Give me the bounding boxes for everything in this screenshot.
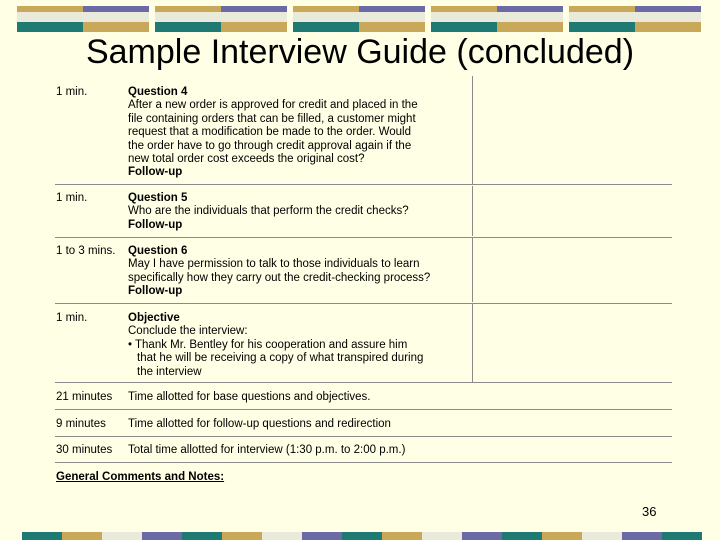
summary-time: 9 minutes [56, 418, 106, 430]
band-tile [17, 12, 83, 22]
row-followup: Follow-up [128, 218, 183, 231]
row-text-line: Who are the individuals that perform the credit checks? [128, 205, 409, 218]
band-tile [62, 532, 102, 540]
row-label: Question 4 [128, 86, 188, 98]
band-tile [83, 12, 149, 22]
row-bullet-line: the interview [137, 365, 202, 378]
summary-time: 30 minutes [56, 444, 113, 456]
band-tile [542, 532, 582, 540]
band-tile [182, 532, 222, 540]
band-tile [293, 12, 359, 22]
row-text-line: After a new order is approved for credit and placed in the [128, 99, 418, 112]
band-tile [382, 532, 422, 540]
bottom-decorative-band [0, 532, 720, 540]
row-text-line: specifically how they carry out the credit-checking process? [128, 271, 431, 284]
band-tile [222, 532, 262, 540]
band-tile [142, 532, 182, 540]
row-divider [55, 436, 672, 437]
band-tile [359, 12, 425, 22]
band-tile [462, 532, 502, 540]
band-tile [102, 532, 142, 540]
band-tile [582, 532, 622, 540]
row-text-line: Conclude the interview: [128, 325, 248, 338]
page-number: 36 [642, 504, 657, 519]
row-divider [55, 184, 672, 185]
row-time: 1 min. [56, 312, 88, 324]
band-tile [262, 532, 302, 540]
row-text-line: the order have to go through credit approval again if the [128, 139, 412, 152]
band-tile [635, 12, 701, 22]
band-tile [342, 532, 382, 540]
band-tile [431, 12, 497, 22]
row-bullet-line: • Thank Mr. Bentley for his cooperation and assure him [128, 338, 408, 351]
row-divider [55, 303, 672, 304]
band-tile [302, 532, 342, 540]
row-time: 1 min. [56, 192, 88, 204]
summary-text: Total time allotted for interview (1:30 p.m. to 2:00 p.m.) [128, 444, 406, 456]
band-tile [569, 12, 635, 22]
band-tile [422, 532, 462, 540]
row-divider [55, 409, 672, 410]
slide-title: Sample Interview Guide (concluded) [85, 33, 635, 71]
row-text-line: May I have permission to talk to those individuals to learn [128, 258, 420, 271]
summary-text: Time allotted for base questions and objectives. [128, 391, 371, 403]
row-bullet-line: that he will be receiving a copy of what transpired during [137, 352, 424, 365]
band-tile [155, 12, 221, 22]
row-divider [55, 462, 672, 463]
row-followup: Follow-up [128, 166, 183, 179]
row-divider [55, 382, 672, 383]
row-text-line: request that a modification be made to the order. Would [128, 126, 411, 139]
summary-time: 21 minutes [56, 391, 113, 403]
summary-text: Time allotted for follow-up questions and redirection [128, 418, 391, 430]
row-text-line: file containing orders that can be filled, a customer might [128, 112, 416, 125]
band-tile [662, 532, 702, 540]
row-divider [55, 237, 672, 238]
row-label: Question 6 [128, 245, 188, 257]
band-tile [502, 532, 542, 540]
band-tile [622, 532, 662, 540]
band-tile [22, 532, 62, 540]
band-tile [221, 12, 287, 22]
row-label: Question 5 [128, 192, 188, 204]
row-label: Objective [128, 312, 180, 324]
general-comments-heading: General Comments and Notes: [56, 471, 225, 483]
row-time: 1 min. [56, 86, 88, 98]
row-text-line: new total order cost exceeds the original cost? [128, 153, 365, 166]
row-followup: Follow-up [128, 285, 183, 298]
band-tile [497, 12, 563, 22]
row-time: 1 to 3 mins. [56, 245, 116, 257]
